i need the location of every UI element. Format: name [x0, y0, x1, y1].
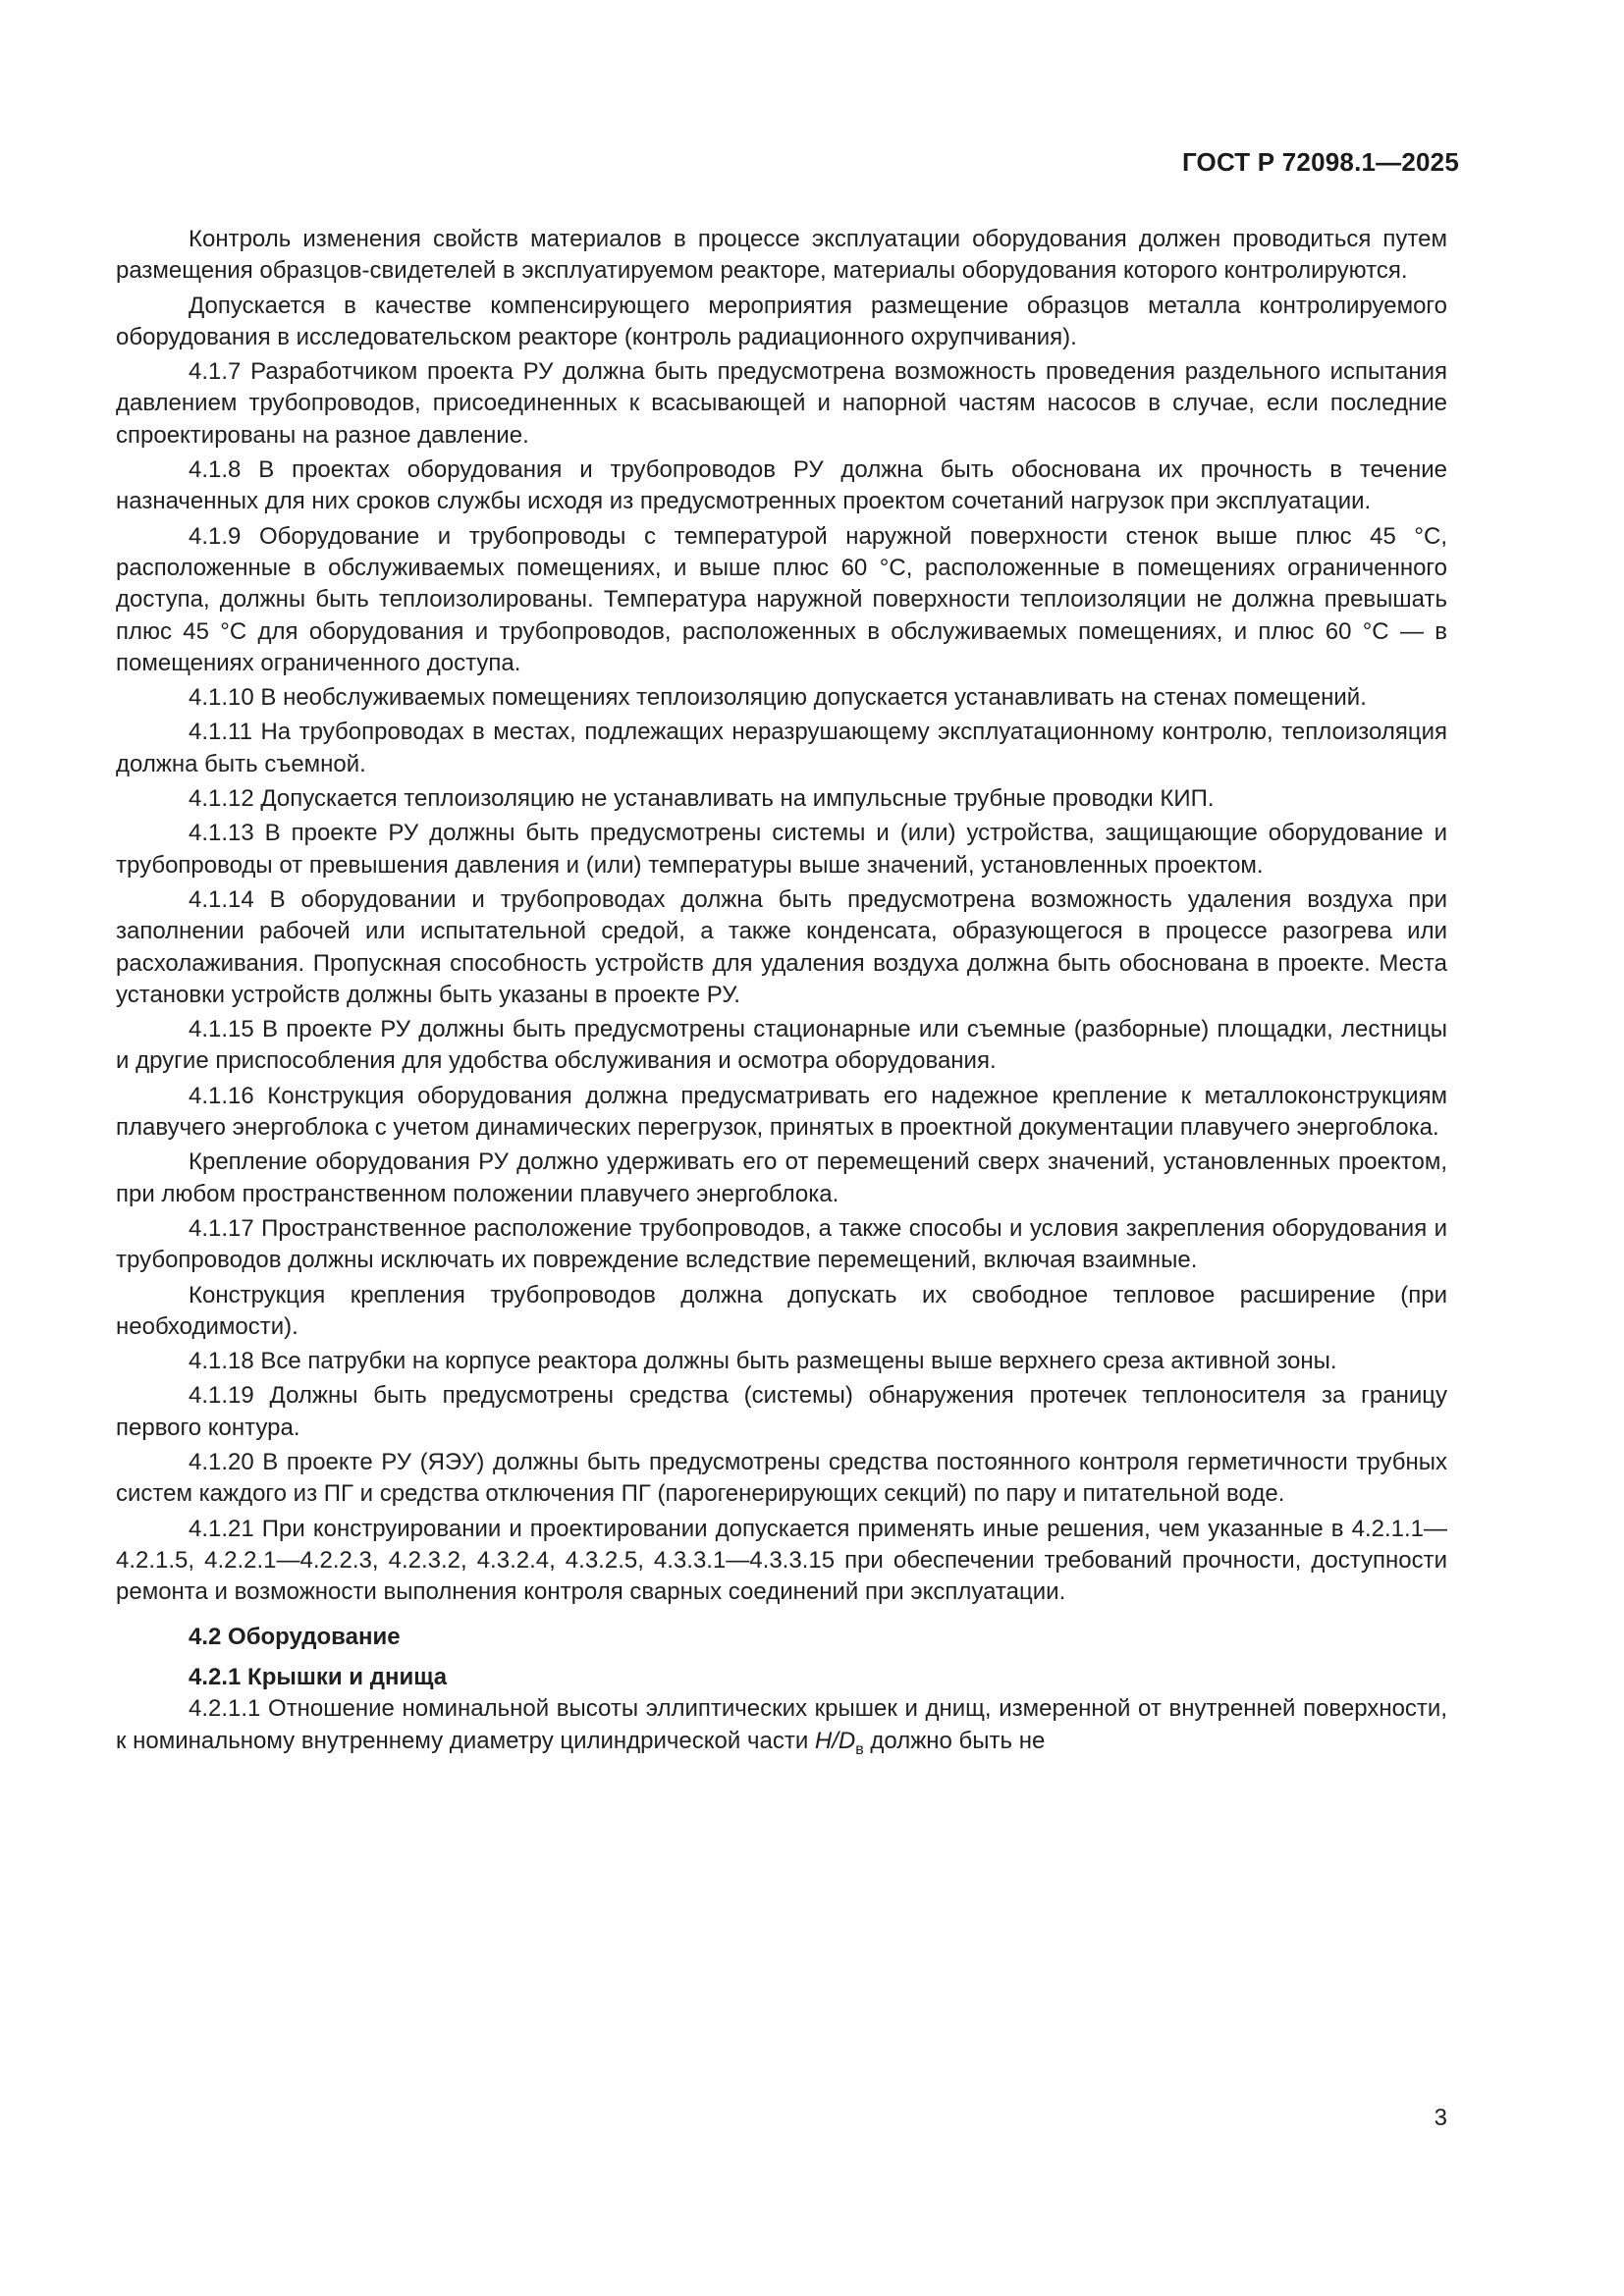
- paragraph-4-1-16: 4.1.16 Конструкция оборудования должна предусматривать его надежное крепление к металлоконструкциям плавучего энергоблока с учетом динамических перегрузок, принятых в проектной документации плавучего энергоблока.: [116, 1082, 1447, 1142]
- ratio-subscript: в: [855, 1740, 864, 1758]
- paragraph-4-1-19: 4.1.19 Должны быть предусмотрены средства (системы) обнаружения протечек теплоносителя за границу первого контура.: [116, 1382, 1447, 1441]
- paragraph-4-1-16-continued: Крепление оборудования РУ должно удерживать его от перемещений сверх значений, установленных проектом, при любом пространственном положении плавучего энергоблока.: [116, 1148, 1447, 1207]
- document-code-header: ГОСТ Р 72098.1—2025: [1181, 147, 1459, 177]
- paragraph-witness-specimens: Контроль изменения свойств материалов в процессе эксплуатации оборудования должен проводиться путем размещения образцов-свидетелей в эксплуатируемом реакторе, материалы оборудования которого контролируются.: [116, 226, 1447, 285]
- paragraph-4-1-14: 4.1.14 В оборудовании и трубопроводах должна быть предусмотрена возможность удаления воздуха при заполнении рабочей или испытательной средой, а также конденсата, образующегося в процессе разогрева или расхолаживания. Пропускная способность устройств для удаления воздуха должна быть обоснована в проекте. Места установки устройств должны быть указаны в проекте РУ.: [116, 885, 1447, 1008]
- paragraph-4-1-8: 4.1.8 В проектах оборудования и трубопроводов РУ должна быть обоснована их прочность в течение назначенных для них сроков службы исходя из предусмотренных проектом сочетаний нагрузок при эксплуатации.: [116, 456, 1447, 515]
- paragraph-4-1-13: 4.1.13 В проекте РУ должны быть предусмотрены системы и (или) устройства, защищающие оборудование и трубопроводы от превышения давления и (или) температуры выше значений, установленных проектом.: [116, 820, 1447, 879]
- paragraph-4-1-9: 4.1.9 Оборудование и трубопроводы с температурой наружной поверхности стенок выше плюс 45 °С, расположенные в обслуживаемых помещениях, и выше плюс 60 °С, расположенные в помещениях ограниченного доступа, должны быть теплоизолированы. Температура наружной поверхности теплоизоляции не должна превышать плюс 45 °С для оборудования и трубопроводов, расположенных в обслуживаемых помещениях, и плюс 60 °С — в помещениях ограниченного доступа.: [116, 522, 1447, 676]
- paragraph-4-1-17-continued: Конструкция крепления трубопроводов должна допускать их свободное тепловое расширение (при необходимости).: [116, 1281, 1447, 1340]
- ratio-symbol: H/D: [814, 1727, 856, 1754]
- paragraph-compensating-measure: Допускается в качестве компенсирующего мероприятия размещение образцов металла контролируемого оборудования в исследовательском реакторе (контроль радиационного охрупчивания).: [116, 292, 1447, 350]
- paragraph-4-1-11: 4.1.11 На трубопроводах в местах, подлежащих неразрушающему эксплуатационному контролю, теплоизоляция должна быть съемной.: [116, 719, 1447, 777]
- paragraph-4-2-1-1: [116, 1693, 1447, 1760]
- paragraph-4-1-7: 4.1.7 Разработчиком проекта РУ должна быть предусмотрена возможность проведения раздельного испытания давлением трубопроводов, присоединенных к всасывающей и напорной частям насосов в случае, если последние спроектированы на разное давление.: [116, 358, 1447, 449]
- paragraph-4-1-17: 4.1.17 Пространственное расположение трубопроводов, а также способы и условия закрепления оборудования и трубопроводов должны исключать их повреждение вследствие перемещений, включая взаимные.: [116, 1214, 1447, 1274]
- page-number: 3: [1434, 2105, 1447, 2131]
- paragraph-4-1-12: 4.1.12 Допускается теплоизоляцию не устанавливать на импульсные трубные проводки КИП.: [189, 785, 1215, 813]
- subsection-heading-4-2-1: 4.2.1 Крышки и днища: [189, 1664, 448, 1691]
- paragraph-4-1-18: 4.1.18 Все патрубки на корпусе реактора должны быть размещены выше верхнего среза активной зоны.: [189, 1348, 1337, 1375]
- paragraph-4-2-1-1-text: 4.2.1.1 Отношение номинальной высоты эллиптических крышек и днищ, измеренной от внутренней поверхности, к номинальному внутреннему диаметру цилиндрической части: [116, 1695, 1447, 1754]
- section-heading-4-2: 4.2 Оборудование: [189, 1624, 401, 1651]
- paragraph-4-2-1-1-tail: должно быть не: [863, 1727, 1046, 1754]
- document-body: [116, 224, 1447, 1763]
- paragraph-4-1-21: 4.1.21 При конструировании и проектировании допускается применять иные решения, чем указанные в 4.2.1.1—4.2.1.5, 4.2.2.1—4.2.2.3, 4.2.3.2, 4.3.2.4, 4.3.2.5, 4.3.3.1—4.3.3.15 при обеспечении требований прочности, доступности ремонта и возможности выполнения контроля сварных соединений при эксплуатации.: [116, 1515, 1447, 1606]
- paragraph-4-1-20: 4.1.20 В проекте РУ (ЯЭУ) должны быть предусмотрены средства постоянного контроля герметичности трубных систем каждого из ПГ и средства отключения ПГ (парогенерирующих секций) по пару и питательной воде.: [116, 1448, 1447, 1508]
- paragraph-4-1-15: 4.1.15 В проекте РУ должны быть предусмотрены стационарные или съемные (разборные) площадки, лестницы и другие приспособления для удобства обслуживания и осмотра оборудования.: [116, 1016, 1447, 1075]
- paragraph-4-1-10: 4.1.10 В необслуживаемых помещениях теплоизоляцию допускается устанавливать на стенах помещений.: [189, 684, 1367, 712]
